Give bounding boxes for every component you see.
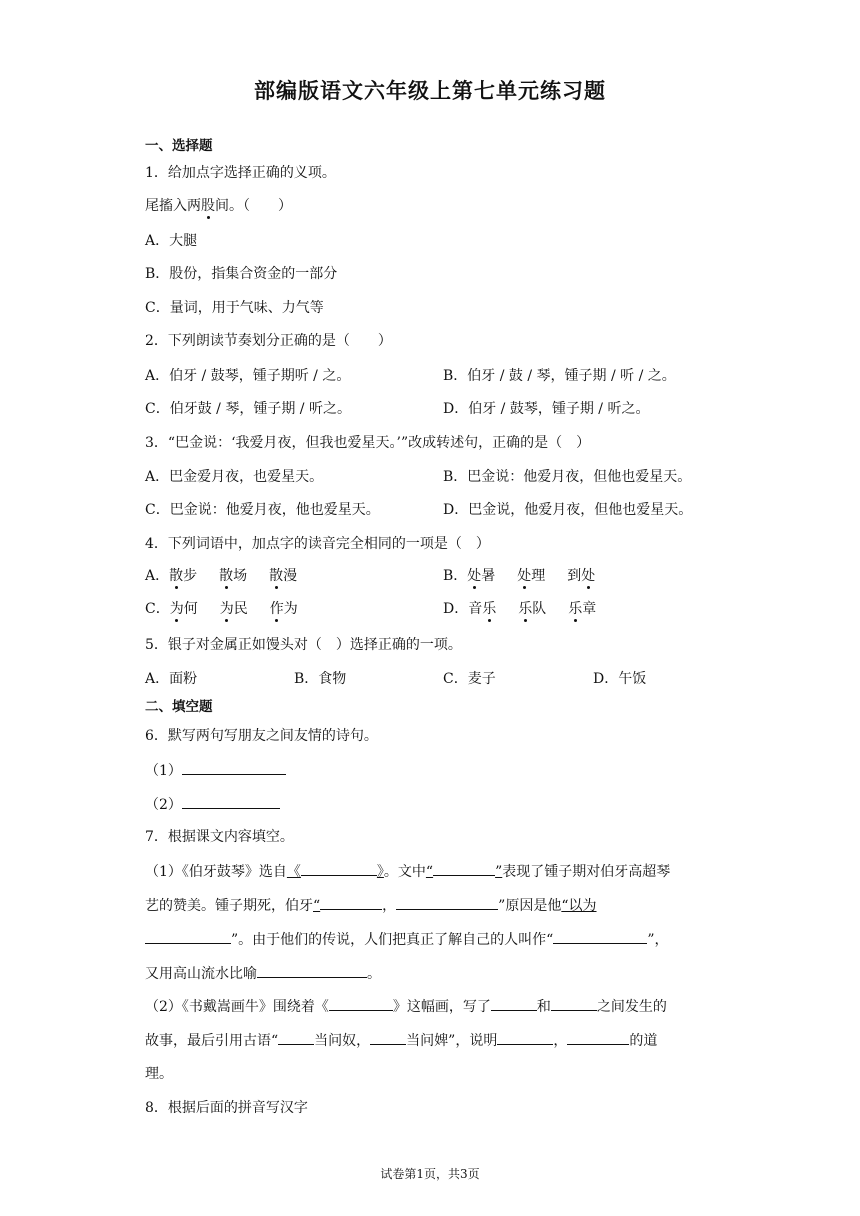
question-7-stem: 7．根据课文内容填空。 [145, 829, 294, 845]
question-7-part1-line3: ”。由于他们的传说，人们把真正了解自己的人叫作“ ”， [145, 929, 669, 950]
question-1-option-b: B．股份，指集合资金的一部分 [145, 266, 338, 282]
question-3-option-d: D．巴金说，他爱月夜，但他也爱星天。 [443, 502, 693, 518]
section-heading-fill: 二、填空题 [145, 699, 213, 715]
question-3-option-b: B．巴金说：他爱月夜，但他也爱星天。 [443, 469, 692, 485]
question-8-stem: 8．根据后面的拼音写汉字 [145, 1100, 308, 1116]
question-3-stem: 3．“巴金说：‘我爱月夜，但我也爱星天。’”改成转述句，正确的是（ ） [145, 435, 591, 451]
page-footer: 试卷第1页，共3页 [380, 1167, 480, 1181]
question-5-option-b: B．食物 [294, 671, 347, 687]
answer-blank [257, 963, 367, 978]
question-7-part1-line1: （1）《伯牙鼓琴》选自《 》。文中“ ”表现了锺子期对伯牙高超琴 [145, 861, 670, 882]
question-1-sentence: 尾搐入两股间。（ ） [145, 198, 292, 214]
question-2-option-c: C．伯牙鼓 / 琴，锺子期 / 听之。 [145, 401, 351, 417]
answer-blank [182, 794, 280, 809]
question-2-option-d: D．伯牙 / 鼓琴，锺子期 / 听之。 [443, 401, 650, 417]
answer-blank [491, 996, 537, 1011]
question-1-stem: 1．给加点字选择正确的义项。 [145, 165, 336, 181]
answer-blank [553, 929, 647, 944]
answer-blank [320, 895, 382, 910]
question-1-option-a: A．大腿 [145, 233, 198, 249]
answer-blank [433, 861, 495, 876]
question-2-option-a: A．伯牙 / 鼓琴，锺子期听 / 之。 [145, 368, 351, 384]
question-5-stem: 5．银子对金属正如馒头对（ ）选择正确的一项。 [145, 637, 462, 653]
question-7-part2-line2: 故事，最后引用古语“ 当问奴， 当问婢”，说明 ， 的道 [145, 1030, 657, 1051]
question-3-option-c: C．巴金说：他爱月夜，他也爱星天。 [145, 502, 380, 518]
question-6-blank-1: （1） [145, 760, 286, 781]
question-2-stem: 2．下列朗读节奏划分正确的是（ ） [145, 333, 392, 349]
answer-blank [370, 1030, 406, 1045]
question-5-option-d: D．午饭 [593, 671, 647, 687]
answer-blank [301, 861, 377, 876]
question-1-option-c: C．量词，用于气味、力气等 [145, 300, 324, 316]
question-3-option-a: A．巴金爱月夜，也爱星天。 [145, 469, 324, 485]
section-heading-choice: 一、选择题 [145, 138, 213, 154]
answer-blank [551, 996, 597, 1011]
page-title: 部编版语文六年级上第七单元练习题 [254, 79, 606, 103]
question-2-option-b: B．伯牙 / 鼓 / 琴，锺子期 / 听 / 之。 [443, 368, 676, 384]
question-4-option-b: B．处暑 处理 到处 [443, 568, 596, 584]
question-4-option-d: D．音乐 乐队 乐章 [443, 601, 597, 617]
answer-blank [497, 1030, 553, 1045]
answer-blank [278, 1030, 314, 1045]
question-6-stem: 6．默写两句写朋友之间友情的诗句。 [145, 728, 378, 744]
question-4-option-c: C．为何 为民 作为 [145, 601, 298, 617]
question-7-part2-line3: 理。 [145, 1066, 173, 1082]
question-4-stem: 4．下列词语中，加点字的读音完全相同的一项是（ ） [145, 536, 490, 552]
question-7-part1-line4: 又用高山流水比喻 。 [145, 963, 381, 984]
question-7-part1-line2: 艺的赞美。锺子期死，伯牙“ ， ”原因是他“以为 [145, 895, 597, 916]
answer-blank [396, 895, 498, 910]
question-4-option-a: A．散步 散场 散漫 [145, 568, 298, 584]
question-5-option-a: A．面粉 [145, 671, 198, 687]
question-7-part2-line1: （2）《书戴嵩画牛》围绕着《 》这幅画，写了 和 之间发生的 [145, 996, 667, 1017]
answer-blank [145, 929, 231, 944]
question-6-blank-2: （2） [145, 794, 280, 815]
emphasis-dot-char: 股 [201, 198, 215, 214]
answer-blank [567, 1030, 629, 1045]
answer-blank [329, 996, 393, 1011]
question-5-option-c: C．麦子 [443, 671, 496, 687]
answer-blank [182, 760, 286, 775]
